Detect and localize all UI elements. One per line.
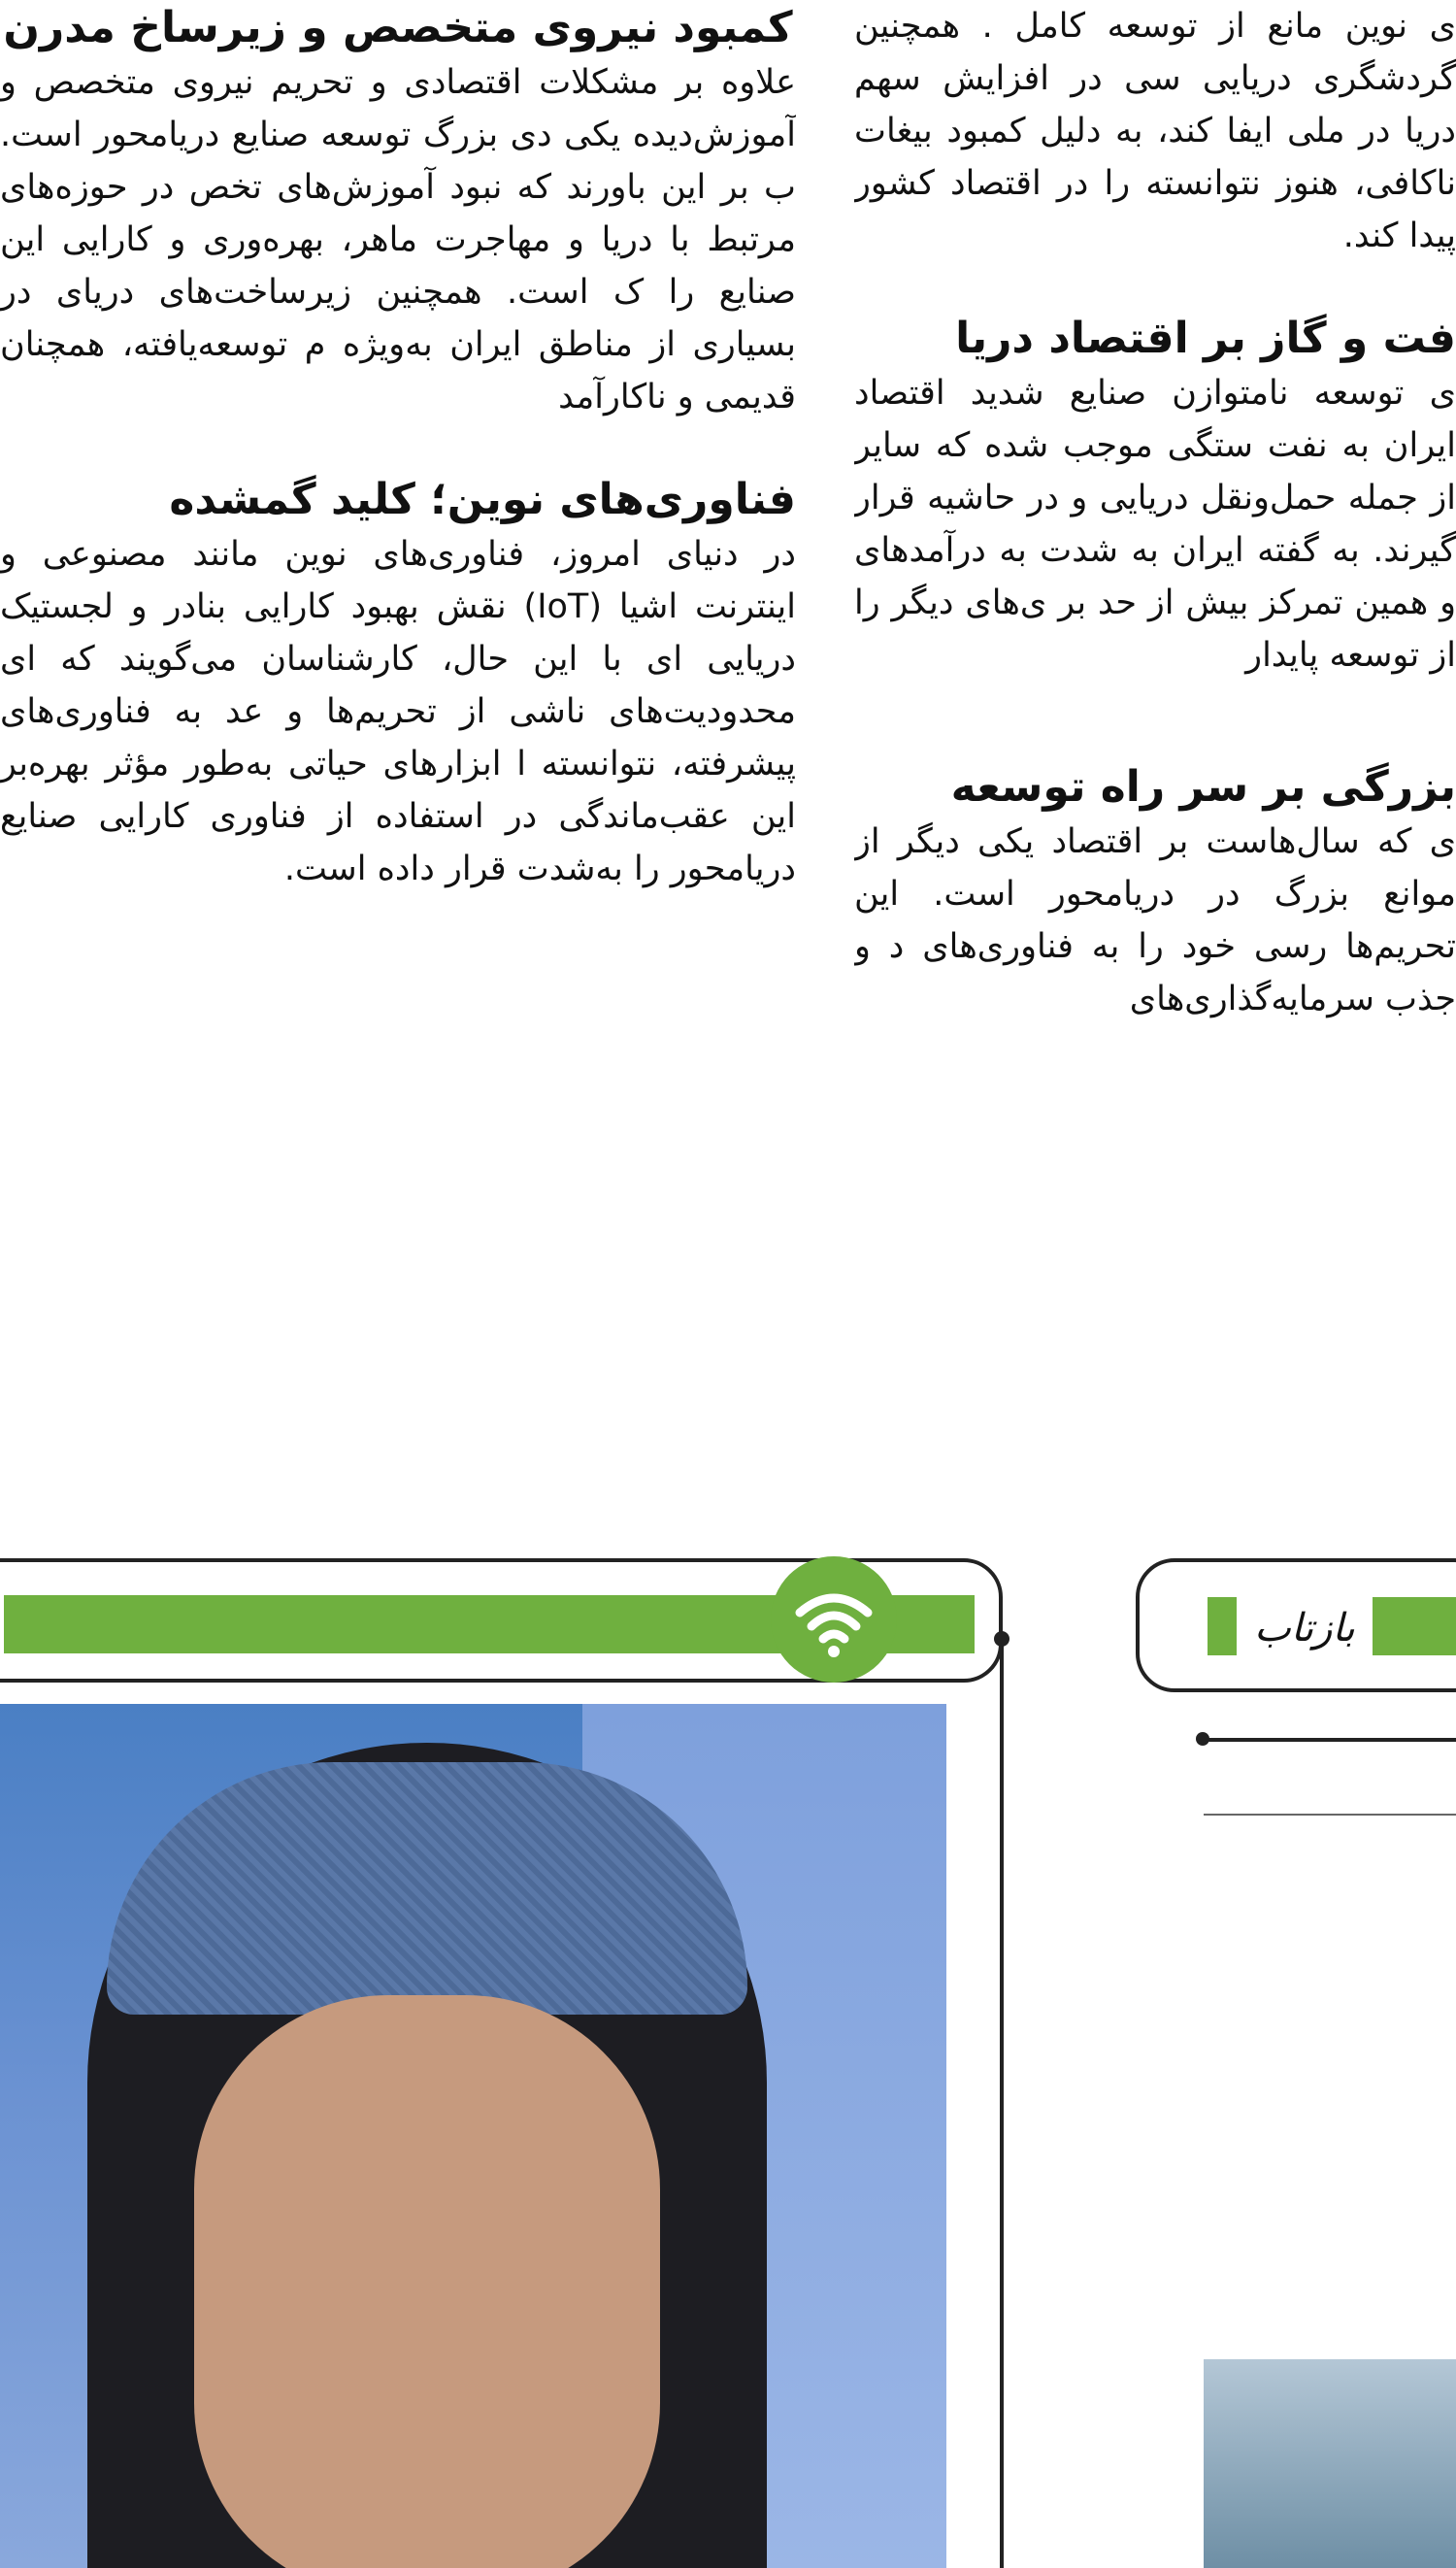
- section-label-box: [1136, 1558, 1456, 1692]
- heading-new-technologies: فناوری‌های نوین؛ کلید گمشده: [169, 475, 796, 524]
- divider-line: [1204, 1738, 1456, 1742]
- wifi-icon: [771, 1556, 897, 1683]
- section-banner-left: [0, 1558, 1003, 1683]
- photo-face: [194, 1995, 660, 2568]
- article-column-left: [0, 0, 796, 1515]
- paragraph-specialist-shortage: علاوه بر مشکلات اقتصادی و تحریم نیروی متخصص و آموزش‌دیده یکی دی بزرگ توسعه صنایع دریامحور است. ب بر این باورند که نبود آموزش‌های تخص در حوزه‌های مرتبط با دریا و مهاجرت ماهر، بهره‌وری و کارایی این صنایع را ک است. همچنین زیرساخت‌های دریای در بسیاری از مناطق ایران به‌ویژه م توسعه‌یافته، همچنان قدیمی و ناکارآمد: [0, 63, 796, 417]
- divider-line-thin: [1204, 1814, 1456, 1816]
- vertical-rule: [1000, 1641, 1004, 2568]
- section-label: بازتاب: [1237, 1597, 1373, 1659]
- heading-sanctions: بزرگی بر سر راه توسعه: [950, 762, 1456, 812]
- paragraph-new-technologies: در دنیای امروز، فناوری‌های نوین مانند مصنوعی و اینترنت اشیا (IoT) نقش بهبود کارایی بنادر و لجستیک دریایی ای با این حال، کارشناسان می‌گویند که ای محدودیت‌های ناشی از تحریم‌ها و عد به فناوری‌های پیشرفته، نتوانسته ا ابزارهای حیاتی به‌طور مؤثر بهره‌بر این عقب‌ماندگی در استفاده از فناوری کارایی صنایع دریامحور را به‌شدت قرار داده است.: [0, 535, 796, 888]
- paragraph-oil-gas: ی توسعه نامتوازن صنایع شدید اقتصاد ایران به نفت ستگی موجب شده که سایر از جمله حمل‌ونقل دریایی و در حاشیه قرار گیرند. به گفته ایران به شدت به درآمدهای و همین تمرکز بیش از حد بر ی‌های دیگر را از توسعه پایدار: [854, 374, 1456, 675]
- rule-dot: [994, 1631, 1009, 1647]
- sea-photo: [1204, 2359, 1456, 2568]
- paragraph-sanctions: ی که سال‌هاست بر اقتصاد یکی دیگر از موانع بزرگ در دریامحور است. این تحریم‌ها رسی خود را به فناوری‌های د و جذب سرمایه‌گذاری‌های: [854, 822, 1456, 1018]
- paragraph-intro: ی نوین مانع از توسعه کامل . همچنین گردشگری دریایی سی در افزایش سهم دریا در ملی ایفا کند، به دلیل کمبود بیغات ناکافی، هنوز نتوانسته را در اقتصاد کشور پیدا کند.: [854, 7, 1456, 255]
- article-photo: [0, 1704, 946, 2568]
- divider-dot: [1196, 1732, 1209, 1746]
- heading-specialist-shortage: کمبود نیروی متخصص و زیرساخ مدرن: [3, 3, 793, 52]
- article-column-right: [854, 0, 1456, 1515]
- heading-oil-gas: فت و گاز بر اقتصاد دریا: [955, 314, 1456, 363]
